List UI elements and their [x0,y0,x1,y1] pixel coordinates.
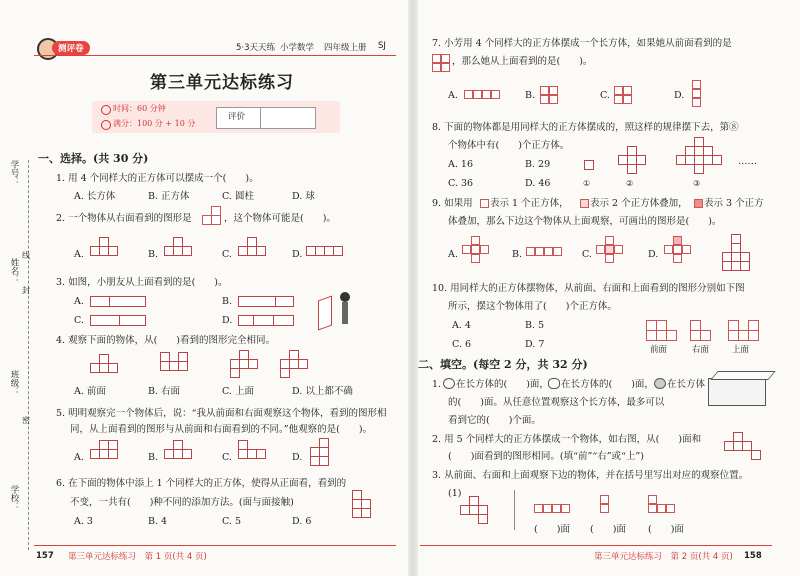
q5-text-line1: 5. 明明观察完一个物体后，说：“我从前面和右面观察这个物体，看到的图形相 [56,408,387,419]
q8-option-c[interactable]: C. 36 [448,178,474,189]
left-footer-rule [34,545,396,546]
seal-label: 封 [22,286,30,295]
q1-option-b[interactable]: B. 正方体 [148,191,190,202]
q6-text-line1: 6. 在下面的物体中添上 1 个同样大的正方体，使得从正面看，看到的 [56,478,347,489]
q7-text-line2: ，那么她从上面看到的是( )。 [452,56,593,67]
q10-front-label: 前面 [650,345,668,355]
f2-text-line1: 2. 用 5 个同样大的正方体摆成一个物体，如右图，从( )面和 [432,434,702,445]
q1-option-a[interactable]: A. 长方体 [74,191,116,202]
left-footer-text: 第三单元达标练习 第 1 页(共 4 页) [68,552,207,562]
f1-text-line3: 看到它的( )个面。 [448,415,541,426]
q9-option-b[interactable]: B. [512,249,523,260]
single-cube-legend [480,199,489,208]
q1-option-c[interactable]: C. 圆柱 [222,191,254,202]
q5-option-b[interactable]: B. [148,452,159,463]
q5-option-d[interactable]: D. [292,452,303,463]
q3-option-d[interactable]: D. [222,315,233,326]
right-footer-text: 第三单元达标练习 第 2 页(共 4 页) [594,552,733,562]
q3-box-stack [318,295,332,330]
f1-text-b: 在长方体的( )面， [456,379,549,390]
q2-option-b[interactable]: B. [148,249,159,260]
f1-box-figure [708,378,766,406]
badge: 测评卷 [52,41,90,55]
q6-text-line2: 不变，一共有( )种不同的添加方法。(面与面接触) [70,497,294,508]
score-label: 满分：100 分 + 10 分 [113,119,196,128]
q9-text-c: 表示 2 个正方体叠加， [590,198,688,209]
q4-option-c[interactable]: C. 上面 [222,386,254,397]
left-page-number: 157 [36,551,54,561]
q8-option-b[interactable]: B. 29 [525,159,551,170]
f3-blank-1[interactable]: ( )面 [534,524,570,535]
q2-view-figure [211,215,221,225]
q10-option-c[interactable]: C. 6 [452,339,472,350]
q10-option-b[interactable]: B. 5 [525,320,545,331]
q3-option-a[interactable]: A. [74,296,84,307]
f1-text-d: 在长方体 [667,379,706,390]
q3-option-c[interactable]: C. [74,315,84,326]
eval-divider [260,107,261,128]
f3-blank-3[interactable]: ( )面 [648,524,684,535]
page-spine [408,0,418,576]
time-label: 时间：60 分钟 [113,104,166,113]
q5-option-c[interactable]: C. [222,452,232,463]
f3-blank-2[interactable]: ( )面 [590,524,626,535]
rabbit-icon [548,378,560,389]
duck-icon [654,378,666,389]
school-label: 学校： [9,485,19,511]
q2-option-c[interactable]: C. [222,249,232,260]
right-page-number: 158 [744,551,762,561]
q7-option-c[interactable]: C. [600,90,610,101]
q3-figure-b [238,296,294,307]
q3-text: 3. 如图，小朋友从上面看到的是( )。 [56,277,228,288]
q2-option-d[interactable]: D. [292,249,303,260]
q4-option-b[interactable]: B. 右面 [148,386,181,397]
q2-view-figure [211,206,221,216]
header-grade: 四年级上册 [324,43,367,53]
snail-icon [443,378,455,389]
page-title: 第三单元达标练习 [150,73,294,93]
f1-number: 1. [432,379,442,390]
q8-label-2: ② [626,179,634,188]
header-series: 5·3天天练 [236,43,276,53]
q6-option-b[interactable]: B. 4 [148,516,168,527]
q9-option-d[interactable]: D. [648,249,659,260]
section-choice-heading: 一、选择。(共 30 分) [38,152,149,165]
header-subject: 小学数学 [280,43,315,53]
q2-text-end: ，这个物体可能是( )。 [224,213,336,224]
q8-label-3: ③ [693,179,701,188]
child-figure-body [342,302,348,324]
f1-box-top [710,371,776,380]
secret-label: 密 [22,416,30,425]
q7-option-a[interactable]: A. [448,90,458,101]
q5-option-a[interactable]: A. [74,452,84,463]
q10-text-line2: 所示，摆这个物体用了( )个正方体。 [448,301,617,312]
q10-text-line1: 10. 用同样大的正方体摆物体，从前面、右面和上面看到的图形分别如下图 [432,283,745,294]
q10-option-d[interactable]: D. 7 [525,339,545,350]
q7-option-d[interactable]: D. [674,90,685,101]
q8-text-line2: 个物体中有( )个正方体。 [448,140,570,151]
name-label: 姓名： [9,258,19,284]
clock-icon [101,105,111,115]
q10-top-label: 上面 [732,345,750,355]
q9-option-c[interactable]: C. [582,249,592,260]
q9-text-b: 表示 1 个正方体， [490,198,569,209]
q2-text: 2. 一个物体从右面看到的图形是 [56,213,192,224]
q4-option-a[interactable]: A. 前面 [74,386,106,397]
f3-divider [514,490,515,530]
q8-option-a[interactable]: A. 16 [448,159,473,170]
header-edition: SJ [378,41,386,51]
check-icon [101,120,111,130]
q3-figure-d [238,315,294,326]
triple-cube-legend [694,199,703,208]
header-rule [34,55,396,56]
section-fill-heading: 二、填空。(每空 2 分，共 32 分) [418,358,588,371]
f1-text-line2: 的( )面。从任意位置观察这个长方体，最多可以 [448,397,665,408]
q8-label-1: ① [583,179,591,188]
eval-label: 评价 [228,112,246,122]
id-label: 学号： [9,160,19,186]
binding-line [28,160,29,550]
q1-option-d[interactable]: D. 球 [292,191,315,202]
q3-figure-c [90,315,146,326]
class-label: 班级： [9,370,19,396]
f3-part-label: (1) [448,488,462,499]
child-figure-icon [340,292,350,302]
f1-text-c: 在长方体的( )面， [561,379,654,390]
line-label: 线 [22,251,30,260]
q8-option-d[interactable]: D. 46 [525,178,551,189]
q6-option-a[interactable]: A. 3 [74,516,93,527]
q9-text-line2: 体叠加，那么下边这个物体从上面观察，可画出的图形是( )。 [448,216,722,227]
q8-text-line1: 8. 下面的物体都是用同样大的正方体摆成的，照这样的规律摆下去，第⑧ [432,122,739,133]
q2-option-a[interactable]: A. [74,249,84,260]
q9-text-d: 表示 3 个正方 [704,198,764,209]
q3-option-b[interactable]: B. [222,296,233,307]
f2-text-line2: ( )面看到的图形相同。(填“前”“右”或“上”) [448,451,644,462]
q4-text: 4. 观察下面的物体，从( )看到的图形完全相同。 [56,335,275,346]
right-footer-rule [420,545,772,546]
q4-option-d[interactable]: D. 以上都不确 [292,386,353,397]
q8-ellipsis: …… [738,156,757,167]
q9-option-a[interactable]: A. [448,249,458,260]
q6-option-c[interactable]: C. 5 [222,516,242,527]
q7-text-line1: 7. 小芳用 4 个同样大的正方体摆成一个长方体，如果她从前面看到的是 [432,38,732,49]
q3-figure-a [90,296,146,307]
q7-option-b[interactable]: B. [525,90,536,101]
q6-option-d[interactable]: D. 6 [292,516,312,527]
q1-text: 1. 用 4 个同样大的正方体可以摆成一个( )。 [56,173,259,184]
q10-right-label: 右面 [692,345,710,355]
q9-text-a: 9. 如果用 [432,198,473,209]
f3-text: 3. 从前面、右面和上面观察下边的物体，并在括号里写出对应的观察位置。 [432,470,749,481]
q5-text-line2: 同，从上面看到的图形与从前面和右面看到的不同。”他观察的是( )。 [70,424,373,435]
double-cube-legend [580,199,589,208]
q10-option-a[interactable]: A. 4 [452,320,471,331]
